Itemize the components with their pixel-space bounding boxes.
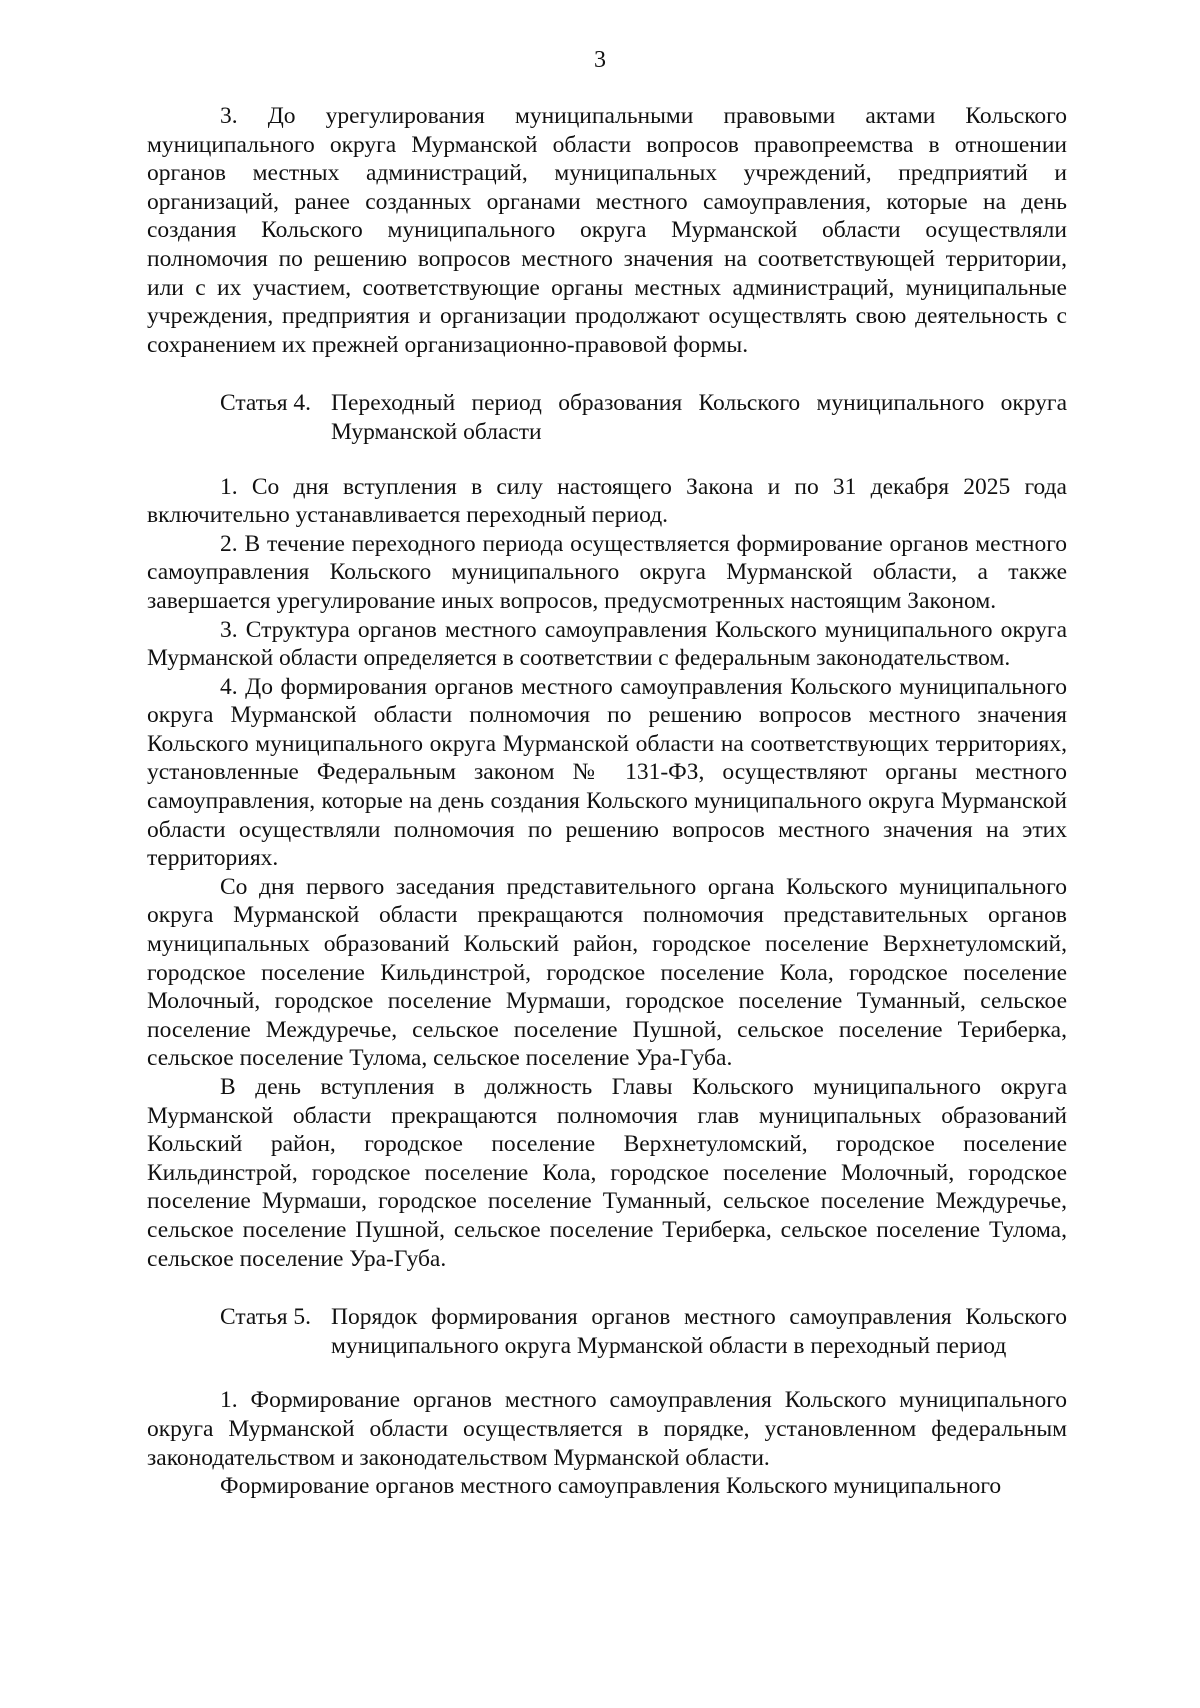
article4-paragraph-3: 3. Структура органов местного самоуправления Кольского муниципального округа Мурманской области определяется в соответствии с федеральным законодательством.	[147, 616, 1067, 672]
article5-paragraph-1: 1. Формирование органов местного самоуправления Кольского муниципального округа Мурманской области осуществляется в порядке, установленном федеральным законодательством и законодательством Мурманской области.	[147, 1387, 1067, 1471]
document-body	[147, 102, 1067, 1501]
article4-paragraph-5: Со дня первого заседания представительного органа Кольского муниципального округа Мурманской области прекращаются полномочия представительных органов муниципальных образований Кольский район, городское поселение Верхнетуломский, городское поселение Кильдинстрой, городское поселение Кола, городское поселение Молочный, городское поселение Мурмаши, городское поселение Туманный, сельское поселение Междуречье, сельское поселение Пушной, сельское поселение Териберка, сельское поселение Тулома, сельское поселение Ура-Губа.	[147, 873, 1067, 1072]
article4-title: Переходный период образования Кольского муниципального округа Мурманской области	[331, 390, 1067, 445]
article3-paragraph-3: 3. До урегулирования муниципальными правовыми актами Кольского муниципального округа Мурманской области вопросов правопреемства в отношении органов местных администраций, муниципальных учреждений, предприятий и организаций, ранее созданных органами местного самоуправления, которые на день создания Кольского муниципального округа Мурманской области осуществляли полномочия по решению вопросов местного значения на соответствующей территории, или с их участием, соответствующие органы местных администраций, муниципальные учреждения, предприятия и организации продолжают осуществлять свою деятельность с сохранением их прежней организационно-правовой формы.	[147, 103, 1067, 358]
article4-heading	[220, 389, 1067, 446]
article4-paragraph-1: 1. Со дня вступления в силу настоящего Закона и по 31 декабря 2025 года включительно устанавливается переходный период.	[147, 473, 1067, 529]
article5-paragraph-2: Формирование органов местного самоуправления Кольского муниципального	[220, 1473, 1002, 1500]
article4-paragraph-6: В день вступления в должность Главы Кольского муниципального округа Мурманской области прекращаются полномочия глав муниципальных образований Кольский район, городское поселение Верхнетуломский, городское поселение Кильдинстрой, городское поселение Кола, городское поселение Молочный, городское поселение Мурмаши, городское поселение Туманный, сельское поселение Междуречье, сельское поселение Пушной, сельское поселение Териберка, сельское поселение Тулома, сельское поселение Ура-Губа.	[147, 1074, 1067, 1272]
article5-label: Статья 5.	[220, 1304, 312, 1331]
page-number: 3	[594, 47, 606, 73]
article5-heading	[220, 1303, 1067, 1360]
article4-paragraph-2: 2. В течение переходного периода осуществляется формирование органов местного самоуправления Кольского муниципального округа Мурманской области, а также завершается урегулирование иных вопросов, предусмотренных настоящим Законом.	[147, 530, 1067, 614]
article4-paragraph-4: 4. До формирования органов местного самоуправления Кольского муниципального округа Мурманской области полномочия по решению вопросов местного значения Кольского муниципального округа Мурманской области на соответствующих территориях, установленные Федеральным законом № 131-ФЗ, осуществляют органы местного самоуправления, которые на день создания Кольского муниципального округа Мурманской области осуществляли полномочия по решению вопросов местного значения на этих территориях.	[147, 673, 1067, 872]
article4-label: Статья 4.	[220, 390, 312, 417]
article5-title: Порядок формирования органов местного самоуправления Кольского муниципального округа Мурманской области в переходный период	[331, 1304, 1067, 1359]
